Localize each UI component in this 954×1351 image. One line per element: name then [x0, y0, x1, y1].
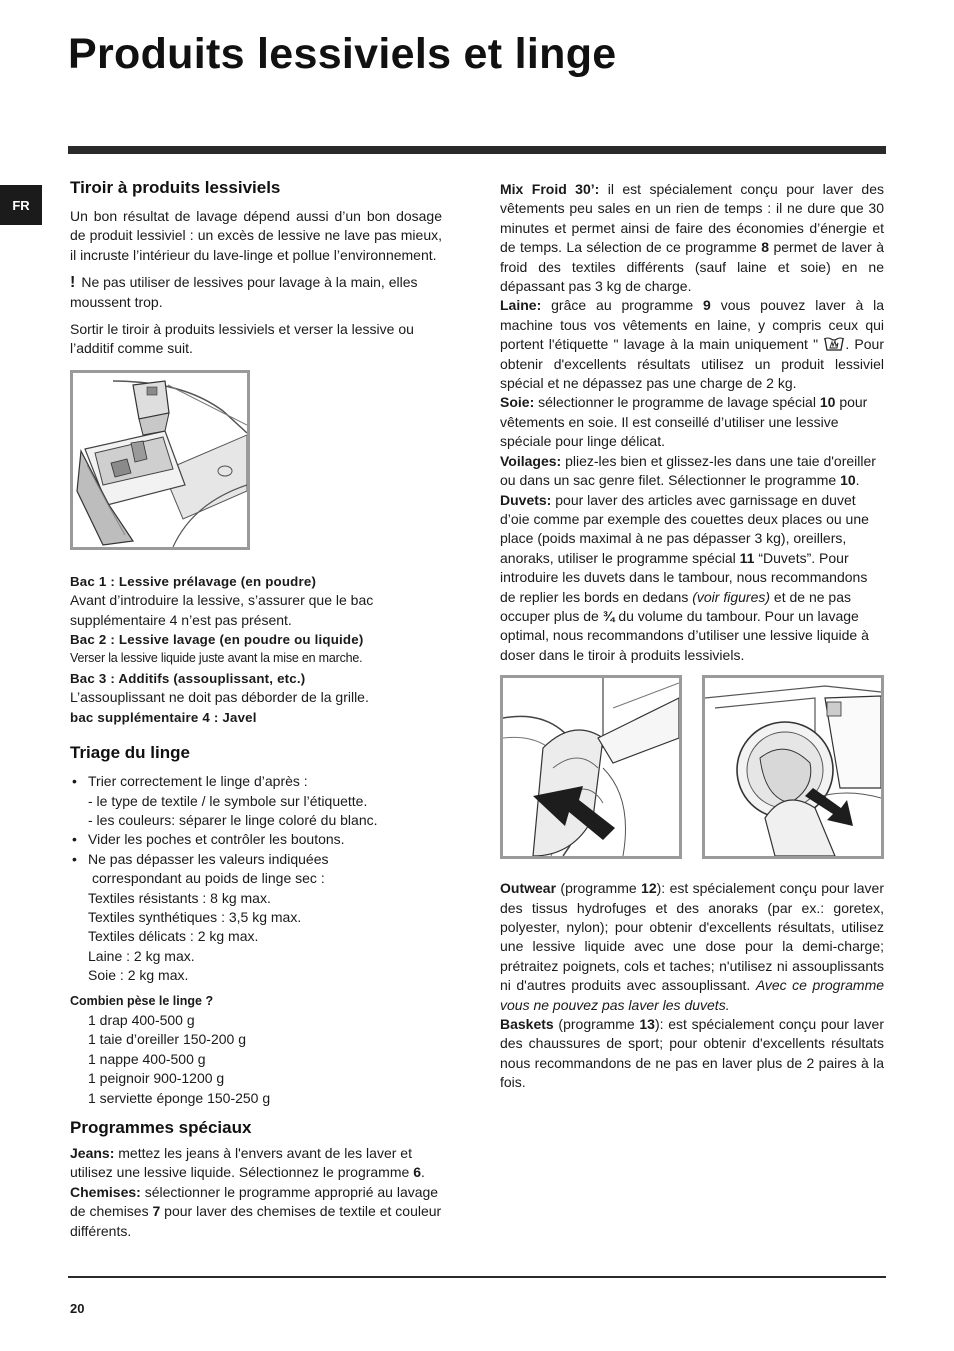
sorting-sub-item: - le type de textile / le symbole sur l’étiquette. [88, 792, 368, 809]
duvets-paragraph [500, 491, 884, 666]
footer-rule [68, 1276, 886, 1278]
jeans-text: mettez les jeans à l'envers avant de les laver et utilisez une lessive liquide. Sélectionnez le programme [70, 1145, 412, 1181]
outwear-text: (programme [560, 880, 637, 897]
laine-text: . Pour obtenir d'excellents résultats utilisez un produit lessiviel spécial et ne dépassez pas une charge de 2 kg. [500, 336, 884, 392]
special-heading: Programmes spéciaux [70, 1118, 252, 1137]
sorting-list [70, 772, 442, 985]
drawer-intro: Un bon résultat de lavage dépend aussi d’un bon dosage de produit lessiviel : un excès de lessive ne lave pas mieux, il incruste l’intérieur du lave-linge et pollue l’environnement. [70, 208, 442, 263]
voilages-program: 10 [840, 472, 856, 489]
list-item [70, 772, 442, 830]
right-column [500, 180, 884, 1093]
mix-label: Mix Froid 30’: [500, 181, 600, 197]
baskets-program: 13 [639, 1016, 655, 1032]
warning-text: Ne pas utiliser de lessives pour lavage à la main, elles moussent trop. [70, 274, 418, 310]
chemises-text: sélectionner le programme approprié au lavage de chemises [70, 1183, 439, 1220]
sorting-sub-item: Soie : 2 kg max. [88, 967, 189, 984]
duvet-figure-1 [500, 675, 682, 859]
warning-icon: ! [70, 274, 76, 292]
outwear-program: 12 [641, 880, 657, 897]
duvet-figures [500, 675, 884, 859]
chemises-paragraph [70, 1183, 442, 1241]
list-item: 1 drap 400-500 g [88, 1011, 195, 1028]
language-tab: FR [0, 185, 42, 225]
punct: . [420, 1164, 425, 1181]
duvets-figure-ref: (voir figures) [692, 588, 771, 605]
voilages-text: pliez-les bien et glissez-les dans une taie d'oreiller ou dans un sac genre filet. Sélectionner le programme [500, 452, 876, 489]
laine-label: Laine: [500, 297, 542, 314]
drawer-warning [70, 273, 442, 312]
duvets-text: pour laver des articles avec garnissage en duvet d’oie comme par exemple des couettes deux places ou une place (poids maximal à ne pas dépasser 3 kg), oreillers, anoraks, utiliser le programme spécial [500, 491, 869, 566]
mix-paragraph [500, 180, 884, 296]
laine-program: 9 [703, 297, 711, 314]
baskets-label: Baskets [500, 1016, 554, 1032]
outwear-paragraph [500, 879, 884, 1015]
outwear-label: Outwear [500, 880, 557, 897]
duvets-text: du volume du tambour. Pour un lavage optimal, nous recommandons d’utiliser une lessive liquide à doser dans le tiroir à produits lessiviels. [500, 607, 869, 663]
page-title: Produits lessiviels et linge [68, 30, 617, 78]
baskets-paragraph [500, 1015, 884, 1093]
baskets-text: ): est spécialement conçu pour laver des chaussures de sport; pour obtenir d'excellents résultats nous recommandons de ne pas en laver plus de 2 paires à la fois. [500, 1016, 884, 1091]
list-item: 1 taie d’oreiller 150-200 g [88, 1031, 246, 1048]
soie-text: pour vêtements en soie. Il est conseillé d’utiliser une lessive spéciale pour linge délicat. [500, 394, 868, 450]
soie-text: sélectionner le programme de lavage spécial [538, 394, 816, 411]
soie-program: 10 [819, 394, 836, 411]
duvets-text: et de ne pas occuper plus de [500, 588, 851, 624]
sorting-item-text: Vider les poches et contrôler les boutons. [88, 831, 345, 848]
sorting-item-text: Ne pas dépasser les valeurs indiquées [88, 850, 329, 867]
list-item [70, 830, 442, 849]
drawer-bacs [70, 572, 442, 727]
weight-heading: Combien pèse le linge ? [70, 993, 214, 1008]
laine-paragraph [500, 296, 884, 393]
sorting-sub-item: Laine : 2 kg max. [88, 947, 195, 964]
soie-label: Soie: [500, 394, 535, 411]
laine-text: grâce au programme [551, 297, 694, 314]
chemises-label: Chemises: [70, 1183, 141, 1200]
list-item [70, 850, 442, 986]
handwash-icon [823, 335, 845, 352]
drawer-heading: Tiroir à produits lessiviels [70, 178, 281, 197]
bac-2-title: Bac 2 : Lessive lavage (en poudre ou liquide) [70, 632, 364, 648]
bac-2-text: Verser la lessive liquide juste avant la mise en marche. [70, 651, 363, 666]
jeans-label: Jeans: [70, 1145, 115, 1161]
sorting-item-text: Trier correctement le linge d’après : [88, 773, 308, 790]
sorting-heading: Triage du linge [70, 743, 190, 763]
jeans-paragraph [70, 1144, 442, 1183]
punct: . [855, 472, 860, 489]
chemises-text: pour laver des chemises de textile et couleur différents. [70, 1203, 442, 1239]
bac-1-title: Bac 1 : Lessive prélavage (en poudre) [70, 573, 317, 589]
bac-3-text: L’assouplissant ne doit pas déborder de la grille. [70, 689, 369, 706]
outwear-text: ): est spécialement conçu pour laver des tissus hydrofuges et des anoraks (par ex.: goretex, polyester, nylon); pour obtenir d'excellents résultats, utilisez une lessive liquide avec une dose pour la demi-charge; prétraitez poignets, cols et taches; n'utilisez ni assouplissants ni d'autres produits avec assouplissant. [500, 880, 885, 994]
duvets-label: Duvets: [500, 491, 552, 508]
title-rule [68, 146, 886, 154]
list-item: 1 nappe 400-500 g [88, 1050, 206, 1067]
weight-list [70, 1011, 442, 1108]
sorting-sub-item: Textiles synthétiques : 3,5 kg max. [88, 908, 302, 925]
duvet-figure-2 [702, 675, 884, 859]
jeans-program: 6 [413, 1164, 421, 1181]
bac-3-title: Bac 3 : Additifs (assouplissant, etc.) [70, 670, 306, 686]
sorting-sub-item: Textiles délicats : 2 kg max. [88, 928, 259, 945]
soie-paragraph [500, 393, 884, 451]
drawer-instruction: Sortir le tiroir à produits lessiviels et verser la lessive ou l’additif comme suit. [70, 321, 414, 357]
left-column [70, 176, 442, 1241]
duvets-program: 11 [739, 549, 755, 566]
drawer-illustration [70, 370, 250, 550]
list-item: 1 serviette éponge 150-250 g [88, 1089, 271, 1106]
mix-program: 8 [761, 239, 770, 256]
mix-text: permet de laver à froid des textiles différents (sauf laine et soie) en ne dépassant pas 3 kg de charge. [500, 239, 885, 295]
duvets-fraction: ¾ [602, 607, 615, 624]
laine-text: vous pouvez laver à la machine tous vos vêtements en laine, y compris ceux qui portent l'étiquette " lavage à la main uniquement " [500, 297, 885, 353]
bac-1-text: Avant d’introduire la lessive, s’assurer que le bac supplémentaire 4 n’est pas présent. [70, 592, 374, 628]
outwear-note: Avec ce programme vous ne pouvez pas laver les duvets. [500, 977, 885, 1013]
voilages-paragraph [500, 452, 884, 491]
page-number: 20 [70, 1301, 85, 1316]
mix-text: il est spécialement conçu pour laver des vêtements peu sales en un rien de temps : il ne dure que 30 minutes et permet ainsi de faire des économies d’énergie et de temps. La sélection de ce programme [500, 181, 884, 256]
chemises-program: 7 [152, 1203, 161, 1220]
duvets-text: “Duvets”. Pour introduire les duvets dans le tambour, nous recommandons de replier les bords en dedans [500, 549, 868, 605]
voilages-label: Voilages: [500, 452, 562, 469]
baskets-text: (programme [558, 1016, 635, 1032]
sorting-sub-item: correspondant au poids de linge sec : [92, 870, 325, 887]
sorting-sub-item: Textiles résistants : 8 kg max. [88, 889, 271, 906]
list-item: 1 peignoir 900-1200 g [88, 1070, 225, 1087]
sorting-sub-item: - les couleurs: séparer le linge coloré du blanc. [88, 811, 378, 828]
bac-4-title: bac supplémentaire 4 : Javel [70, 709, 257, 725]
